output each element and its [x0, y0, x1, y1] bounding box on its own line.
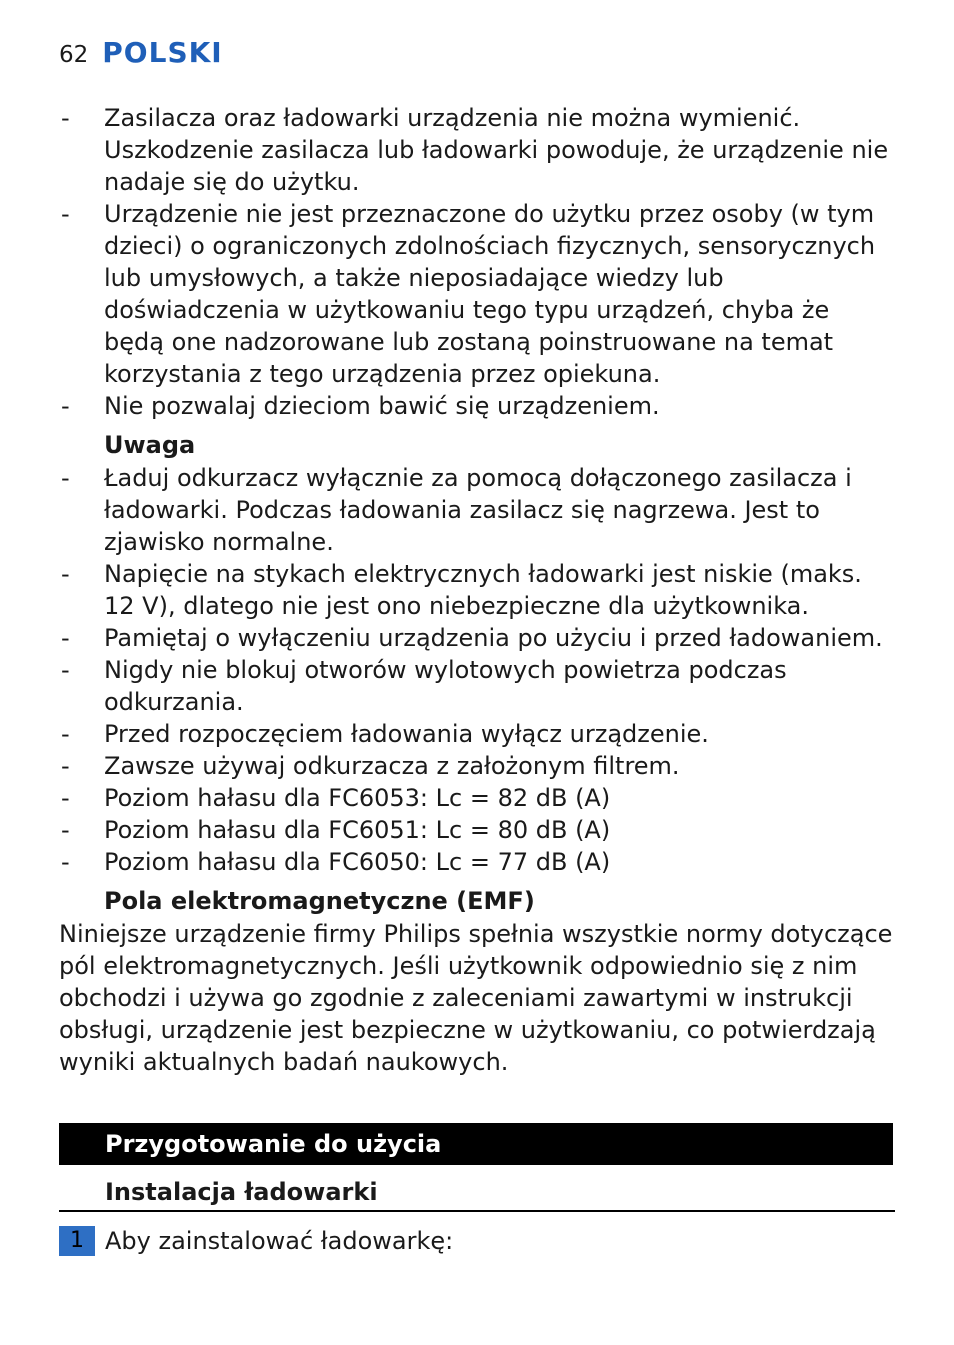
step-number-badge: 1 [59, 1226, 95, 1256]
main-content [59, 102, 895, 1078]
page-header [59, 36, 223, 69]
list-item [59, 102, 895, 198]
list-item-text: Napięcie na stykach elektrycznych ładowarki jest niskie (maks. 12 V), dlatego nie jest ono niebezpieczne dla użytkownika. [104, 560, 862, 620]
list-item [59, 390, 895, 422]
bullet-dash: - [61, 104, 70, 132]
list-item [59, 718, 895, 750]
list-item-text: Urządzenie nie jest przeznaczone do użytku przez osoby (w tym dzieci) o ograniczonych zdolnościach fizycznych, sensorycznych lub umysłowych, a także nieposiadające wiedzy lub doświadczenia w użytkowaniu tego typu urządzeń, chyba że będą one nadzorowane lub zostaną poinstruowane na temat korzystania z tego urządzenia przez opiekuna. [104, 200, 876, 388]
bullet-dash: - [61, 848, 70, 876]
bullet-dash: - [61, 392, 70, 420]
bullet-dash: - [61, 656, 70, 684]
bullet-dash: - [61, 720, 70, 748]
list-item [59, 558, 895, 622]
page-number: 62 [59, 42, 89, 68]
caution-heading: Uwaga [104, 431, 196, 459]
step-item [59, 1225, 453, 1257]
list-item-text: Przed rozpoczęciem ładowania wyłącz urządzenie. [104, 720, 709, 748]
list-item [59, 462, 895, 558]
caution-list [59, 462, 895, 878]
list-item-text: Poziom hałasu dla FC6050: Lc = 77 dB (A) [104, 848, 611, 876]
list-item [59, 814, 895, 846]
list-item-text: Pamiętaj o wyłączeniu urządzenia po użyciu i przed ładowaniem. [104, 624, 883, 652]
list-item-text: Poziom hałasu dla FC6053: Lc = 82 dB (A) [104, 784, 611, 812]
list-item [59, 654, 895, 718]
bullet-dash: - [61, 200, 70, 228]
list-item [59, 750, 895, 782]
emf-paragraph: Niniejsze urządzenie firmy Philips spełnia wszystkie normy dotyczące pól elektromagnetycznych. Jeśli użytkownik odpowiednio się z nim obchodzi i używa go zgodnie z zaleceniami zawartymi w instrukcji obsługi, urządzenie jest bezpieczne w użytkowaniu, co potwierdzają wyniki aktualnych badań naukowych. [59, 920, 893, 1076]
step-text: Aby zainstalować ładowarkę: [105, 1227, 454, 1255]
list-item-text: Ładuj odkurzacz wyłącznie za pomocą dołączonego zasilacza i ładowarki. Podczas ładowania zasilacz się nagrzewa. Jest to zjawisko normalne. [104, 464, 852, 556]
emf-heading: Pola elektromagnetyczne (EMF) [104, 887, 535, 915]
list-item-text: Nigdy nie blokuj otworów wylotowych powietrza podczas odkurzania. [104, 656, 787, 716]
bullet-dash: - [61, 560, 70, 588]
list-item [59, 622, 895, 654]
list-item [59, 782, 895, 814]
list-item-text: Poziom hałasu dla FC6051: Lc = 80 dB (A) [104, 816, 611, 844]
bullet-dash: - [61, 464, 70, 492]
bullet-dash: - [61, 784, 70, 812]
subsection-title: Instalacja ładowarki [59, 1176, 895, 1212]
list-item-text: Nie pozwalaj dzieciom bawić się urządzeniem. [104, 392, 660, 420]
warning-list [59, 102, 895, 422]
list-item-text: Zasilacza oraz ładowarki urządzenia nie można wymienić. Uszkodzenie zasilacza lub ładowarki powoduje, że urządzenie nie nadaje się do użytku. [104, 104, 889, 196]
section-title-bar: Przygotowanie do użycia [59, 1123, 893, 1165]
bullet-dash: - [61, 752, 70, 780]
list-item-text: Zawsze używaj odkurzacza z założonym filtrem. [104, 752, 680, 780]
language-title: POLSKI [102, 36, 223, 69]
bullet-dash: - [61, 816, 70, 844]
bullet-dash: - [61, 624, 70, 652]
list-item [59, 198, 895, 390]
list-item [59, 846, 895, 878]
